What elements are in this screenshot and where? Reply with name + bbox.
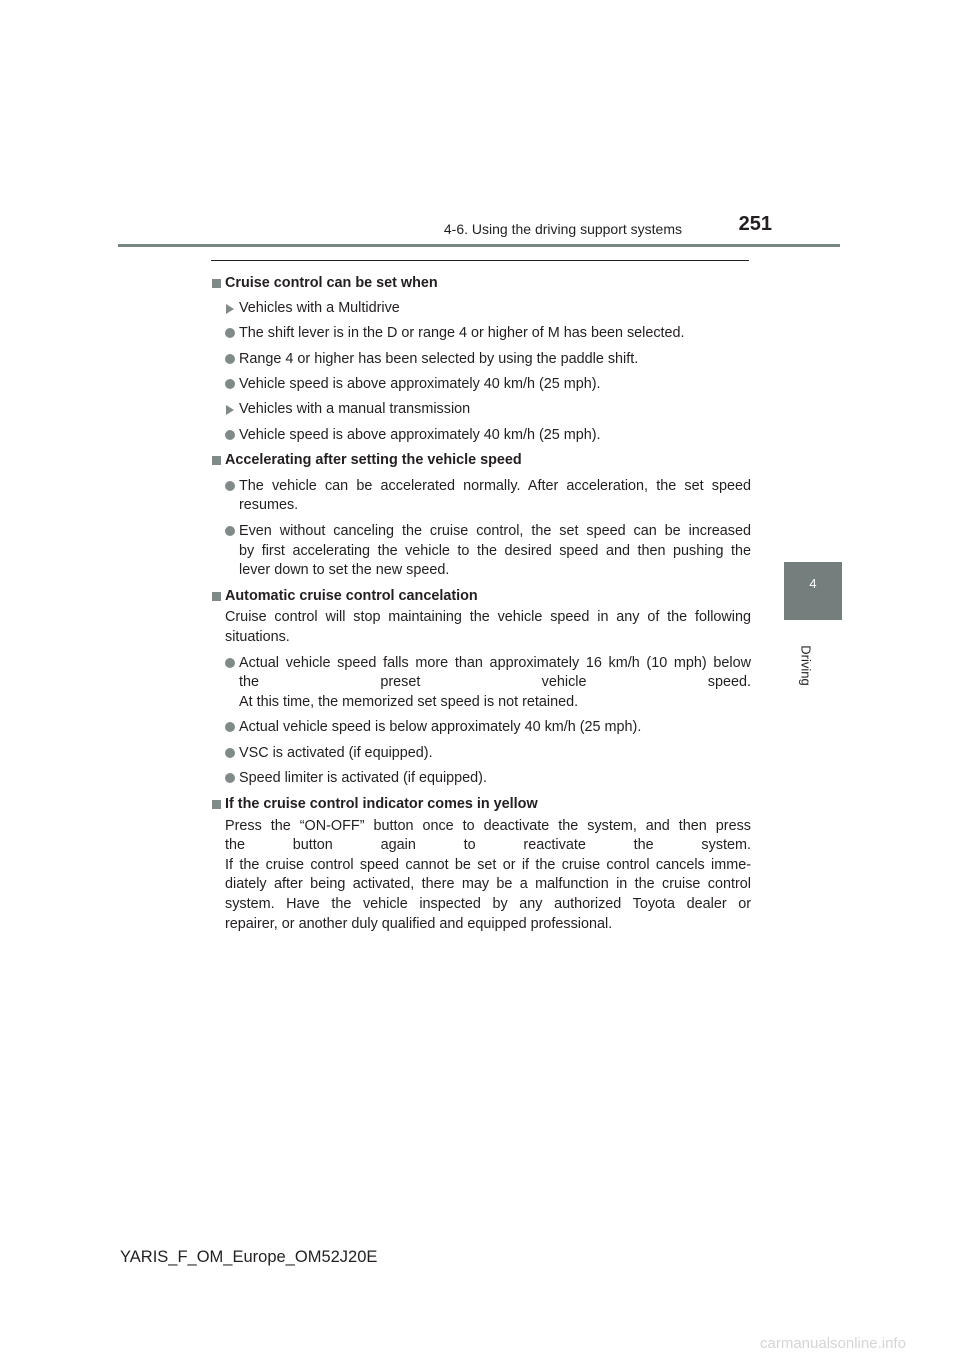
- text-line: lever down to set the new speed.: [239, 562, 450, 579]
- section-heading: [211, 274, 751, 294]
- text-line: repairer, or another duly qualified and equipped professional.: [225, 915, 613, 932]
- bullet-item: [211, 375, 751, 395]
- chapter-number: 4: [809, 576, 817, 591]
- text-line: If the cruise control speed cannot be set or if the cruise control cancels imme-: [225, 856, 751, 873]
- item-text: Vehicles with a manual transmission: [239, 400, 471, 417]
- square-bullet-icon: [212, 279, 221, 288]
- text-line: The vehicle can be accelerated normally. After acceleration, the set speed: [239, 477, 751, 494]
- text-line: situations.: [225, 628, 290, 645]
- triangle-bullet-icon: [226, 405, 234, 415]
- circle-bullet-icon: [225, 328, 235, 338]
- circle-bullet-icon: [225, 481, 235, 491]
- circle-bullet-icon: [225, 773, 235, 783]
- sub-condition-item: [211, 400, 751, 420]
- section-heading: [211, 795, 751, 815]
- chapter-tab: [784, 562, 842, 620]
- item-text: Range 4 or higher has been selected by using the paddle shift.: [239, 350, 639, 367]
- text-line: diately after being activated, there may be a malfunction in the cruise control: [225, 876, 751, 893]
- item-text: The shift lever is in the D or range 4 or higher of M has been selected.: [239, 325, 685, 342]
- section-heading: [211, 451, 751, 471]
- watermark: carmanualsonline.info: [760, 1335, 906, 1352]
- square-bullet-icon: [212, 592, 221, 601]
- text-line: the button again to reactivate the system.: [225, 837, 751, 854]
- section-heading-text: Accelerating after setting the vehicle speed: [225, 452, 522, 469]
- circle-bullet-icon: [225, 526, 235, 536]
- bullet-item: [211, 477, 751, 516]
- section-title: 4-6. Using the driving support systems: [443, 221, 682, 237]
- footer-doc-code: YARIS_F_OM_Europe_OM52J20E: [120, 1248, 378, 1266]
- bullet-item: [211, 350, 751, 370]
- text-line: the preset vehicle speed.: [239, 674, 751, 691]
- bullet-item: [211, 744, 751, 764]
- item-text: [239, 654, 751, 713]
- item-text: VSC is activated (if equipped).: [239, 744, 433, 761]
- page-body: [211, 268, 751, 934]
- bullet-item: [211, 718, 751, 738]
- triangle-bullet-icon: [226, 304, 234, 314]
- square-bullet-icon: [212, 456, 221, 465]
- text-line: resumes.: [239, 497, 299, 514]
- circle-bullet-icon: [225, 748, 235, 758]
- sub-condition-item: [211, 299, 751, 319]
- header-rule: [118, 244, 840, 247]
- text-line: by first accelerating the vehicle to the desired speed and then pushing the: [239, 542, 751, 559]
- section-paragraph: [211, 817, 751, 935]
- bullet-item: [211, 654, 751, 713]
- item-text: Vehicle speed is above approximately 40 km/h (25 mph).: [239, 426, 601, 443]
- section-heading-text: If the cruise control indicator comes in yellow: [225, 796, 538, 813]
- chapter-label: Driving: [798, 645, 814, 686]
- text-line: At this time, the memorized set speed is not retained.: [239, 693, 579, 710]
- item-text: Speed limiter is activated (if equipped).: [239, 770, 487, 787]
- text-line: Press the “ON-OFF” button once to deactivate the system, and then press: [225, 817, 751, 834]
- text-line: Cruise control will stop maintaining the vehicle speed in any of the following: [225, 609, 751, 626]
- section-heading: [211, 587, 751, 607]
- circle-bullet-icon: [225, 379, 235, 389]
- bullet-item: [211, 522, 751, 581]
- bullet-item: [211, 426, 751, 446]
- text-line: Even without canceling the cruise control, the set speed can be increased: [239, 522, 751, 539]
- bullet-item: [211, 324, 751, 344]
- page-number: 251: [738, 213, 772, 235]
- item-text: [239, 522, 751, 581]
- content-top-rule: [211, 260, 749, 261]
- bullet-item: [211, 769, 751, 789]
- item-text: Vehicles with a Multidrive: [239, 299, 400, 316]
- circle-bullet-icon: [225, 658, 235, 668]
- circle-bullet-icon: [225, 430, 235, 440]
- section-paragraph: [211, 608, 751, 647]
- item-text: [239, 477, 751, 516]
- item-text: Actual vehicle speed is below approximately 40 km/h (25 mph).: [239, 719, 642, 736]
- text-line: system. Have the vehicle inspected by any authorized Toyota dealer or: [225, 896, 751, 913]
- square-bullet-icon: [212, 800, 221, 809]
- section-heading-text: Cruise control can be set when: [225, 275, 438, 291]
- circle-bullet-icon: [225, 722, 235, 732]
- section-heading-text: Automatic cruise control cancelation: [225, 587, 478, 604]
- item-text: Vehicle speed is above approximately 40 km/h (25 mph).: [239, 376, 601, 393]
- circle-bullet-icon: [225, 354, 235, 364]
- text-line: Actual vehicle speed falls more than approximately 16 km/h (10 mph) below: [239, 654, 751, 671]
